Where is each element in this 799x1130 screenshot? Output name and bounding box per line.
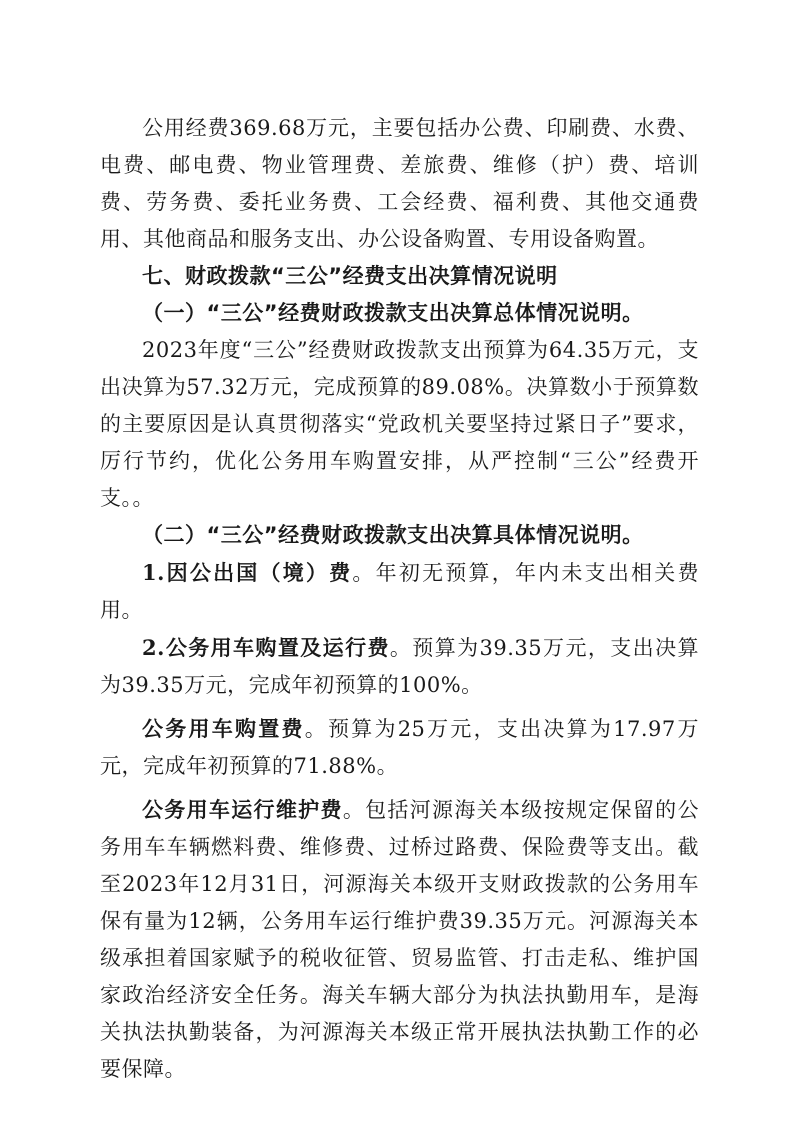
item-vehicle-maintenance-lead: 公务用车运行维护费 [142, 797, 343, 822]
document-body [100, 110, 699, 1088]
item-vehicle-purchase-operation-lead: 2.公务用车购置及运行费 [142, 635, 390, 660]
section-seven-title: 七、财政拨款“三公”经费支出决算情况说明 [142, 264, 558, 288]
item-overseas-travel-lead: 1.因公出国（境）费 [142, 560, 353, 585]
item-vehicle-purchase-operation-text: 。预算为39.35万元，支出决算为39.35万元，完成年初预算的100%。 [100, 636, 699, 697]
subsection-two-title: （二）“三公”经费财政拨款支出决算具体情况说明。 [142, 523, 644, 547]
item-vehicle-purchase-text: 。预算为25万元，支出决算为17.97万元，完成年初预算的71.88%。 [100, 717, 699, 778]
item-vehicle-purchase [100, 710, 699, 785]
paragraph-public-expenses: 公用经费369.68万元，主要包括办公费、印刷费、水费、电费、邮电费、物业管理费、差旅费、维修（护）费、培训费、劳务费、委托业务费、工会经费、福利费、其他交通费用、其他商品和服务支出、办公设备购置、专用设备购置。 [100, 116, 699, 251]
item-overseas-travel [100, 554, 699, 629]
item-vehicle-purchase-operation [100, 629, 699, 704]
subsection-one-title: （一）“三公”经费财政拨款支出决算总体情况说明。 [142, 301, 644, 325]
paragraph-overall-situation: 2023年度“三公”经费财政拨款支出预算为64.35万元，支出决算为57.32万元，完成预算的89.08%。决算数小于预算数的主要原因是认真贯彻落实“党政机关要坚持过紧日子”要求，厉行节约，优化公务用车购置安排，从严控制“三公”经费开支。。 [100, 338, 699, 510]
item-vehicle-maintenance [100, 791, 699, 1088]
item-vehicle-purchase-lead: 公务用车购置费 [142, 716, 305, 741]
item-vehicle-maintenance-text: 。包括河源海关本级按规定保留的公务用车车辆燃料费、维修费、过桥过路费、保险费等支出。截至2023年12月31日，河源海关本级开支财政拨款的公务用车保有量为12辆，公务用车运行维护费39.35万元。河源海关本级承担着国家赋予的税收征管、贸易监管、打击走私、维护国家政治经济安全任务。海关车辆大部分为执法执勤用车，是海关执法执勤装备，为河源海关本级正常开展执法执勤工作的必要保障。 [100, 798, 699, 1081]
item-overseas-travel-text: 。年初无预算，年内未支出相关费用。 [100, 561, 699, 622]
